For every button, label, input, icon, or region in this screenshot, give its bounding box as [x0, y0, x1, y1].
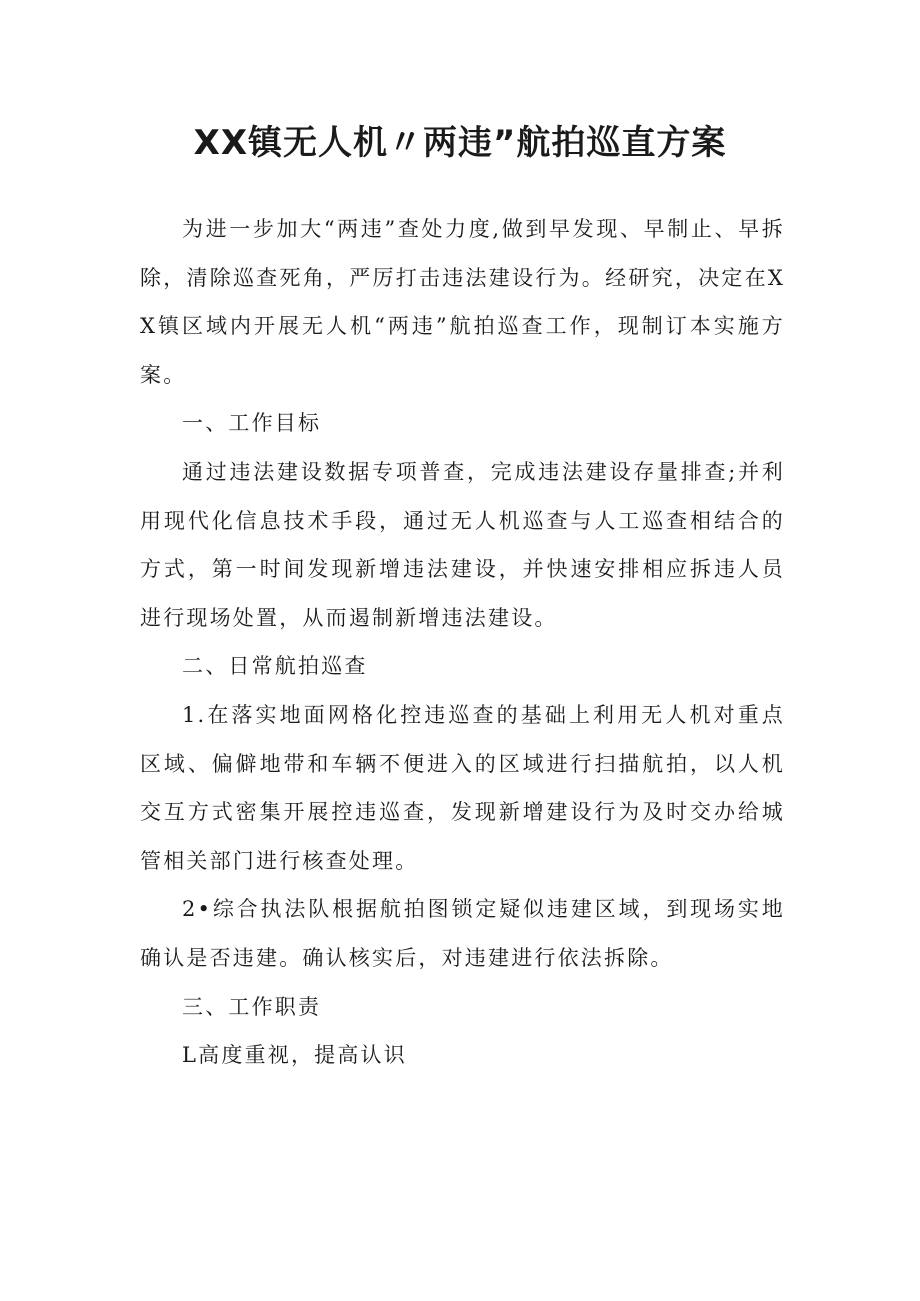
patrol-item-1: 1.在落实地面网格化控违巡查的基础上利用无人机对重点区域、偏僻地带和车辆不便进入的区域进行扫描航拍，以人机交互方式密集开展控违巡查，发现新增建设行为及时交办给城管相关部门进行核查处理。 — [140, 702, 785, 873]
intro-paragraph: 为进一步加大“两违”查处力度,做到早发现、早制止、早拆除，清除巡查死角，严厉打击违法建设行为。经研究，决定在XX镇区域内开展无人机“两违”航拍巡查工作，现制订本实施方案。 — [140, 217, 785, 387]
patrol-item-2: 2•综合执法队根据航拍图锁定疑似违建区域，到现场实地确认是否违建。确认核实后，对违建进行依法拆除。 — [140, 897, 785, 970]
duty-item-1-heading: L高度重视，提高认识 — [182, 1043, 407, 1068]
goals-paragraph: 通过违法建设数据专项普查，完成违法建设存量排查;并利用现代化信息技术手段，通过无人机巡查与人工巡查相结合的方式，第一时间发现新增违法建设，并快速安排相应拆违人员进行现场处置，从而遏制新增违法建设。 — [140, 459, 785, 630]
section-heading-duties: 三、工作职责 — [182, 994, 322, 1019]
document-title: XX镇无人机〃两违”航拍巡直方案 — [193, 123, 727, 163]
section-heading-goals: 一、工作目标 — [182, 411, 322, 436]
document-body — [140, 205, 785, 1080]
section-heading-daily-patrol: 二、日常航拍巡查 — [182, 654, 368, 679]
